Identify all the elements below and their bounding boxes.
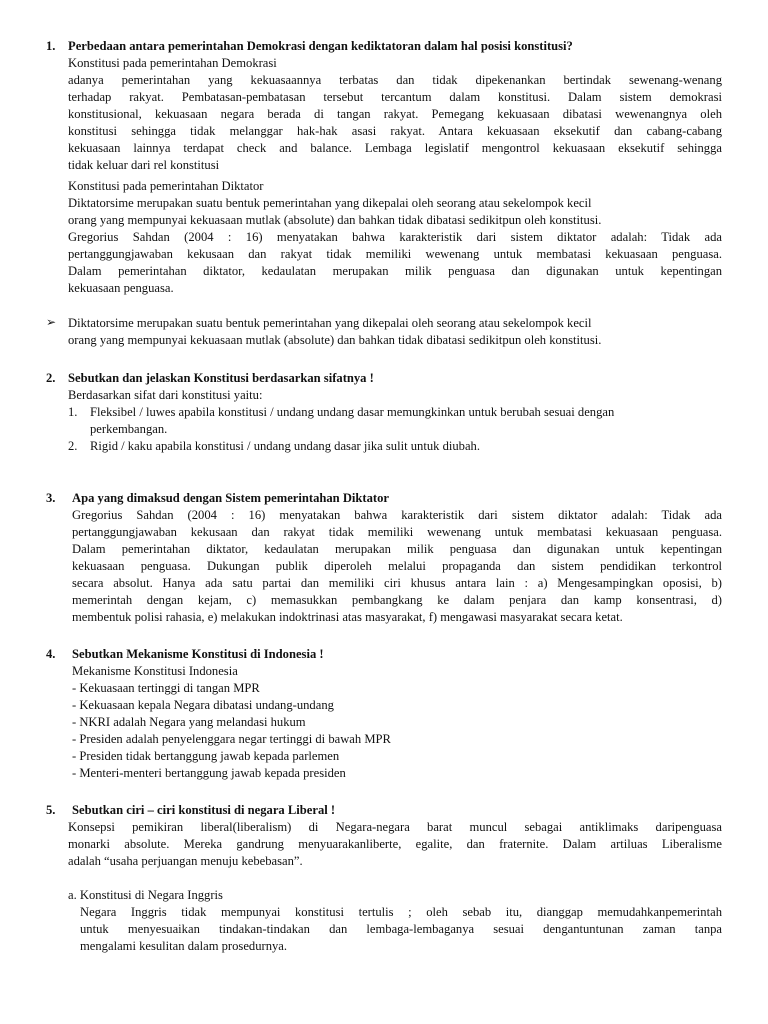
q4-list-item: - NKRI adalah Negara yang melandasi hukum — [72, 715, 306, 729]
q4-list-item: - Menteri-menteri bertanggung jawab kepada presiden — [72, 766, 346, 780]
q1-paragraph-line: adanya pemerintahan yang kekuasaannya terbatas dan tidak dipekenankan bertindak sewenang-wenang — [68, 73, 722, 87]
q5-paragraph-line: Konsepsi pemikiran liberal(liberalism) di Negara-negara barat muncul sebagai antiklimaks daripenguasa — [68, 820, 722, 834]
q5-a-paragraph-line: Negara Inggris tidak mempunyai konstitusi tertulis ; oleh sebab itu, dianggap memudahkanpemerintah — [80, 905, 722, 919]
q4-title: Sebutkan Mekanisme Konstitusi di Indonesia ! — [72, 647, 324, 661]
q3-paragraph-line: kekuasaan penguasa. Dukungan publik diperoleh melalui propaganda dan sistem pendidikan terkontrol — [72, 559, 722, 573]
q3-paragraph-line: Gregorius Sahdan (2004 : 16) menyatakan bahwa karakteristik dari sistem diktator adalah: Tidak ada — [72, 508, 722, 522]
q2-number: 2. — [46, 371, 56, 385]
q1-bullet-line: Diktatorsime merupakan suatu bentuk pemerintahan yang dikepalai oleh seorang atau sekelompok kecil — [68, 316, 592, 330]
q2-title: Sebutkan dan jelaskan Konstitusi berdasarkan sifatnya ! — [68, 371, 374, 385]
q2-intro: Berdasarkan sifat dari konstitusi yaitu: — [68, 388, 263, 402]
q2-item-line: Rigid / kaku apabila konstitusi / undang undang dasar jika sulit untuk diubah. — [90, 439, 481, 453]
q5-number: 5. — [46, 803, 56, 817]
q1-paragraph-line: Gregorius Sahdan (2004 : 16) menyatakan bahwa karakteristik dari sistem diktator adalah: Tidak ada — [68, 230, 722, 244]
q1-paragraph-line: pertanggungjawaban kekusaan dan rakyat tidak memiliki wewenang untuk membatasi kekuasaan penguasa. — [68, 247, 722, 261]
q1-paragraph-line: tidak keluar dari rel konstitusi — [68, 158, 220, 172]
q1-paragraph-line: Dalam pemerintahan diktator, kedaulatan merupakan milik penguasa dan digunakan untuk kepentingan — [68, 264, 722, 278]
q1-paragraph-line: konstitusi sehingga tidak melanggar hak-hak asasi rakyat. Antara kekuasaan eksekutif dan cabang-cabang — [68, 124, 722, 138]
q4-list-item: - Presiden adalah penyelenggara negar tertinggi di bawah MPR — [72, 732, 391, 746]
q5-a-paragraph-line: untuk menyesuaikan tindakan-tindakan dan lembaga-lembaganya sesuai dengantuntunan zaman tanpa — [80, 922, 722, 936]
q1-subheading-diktator: Konstitusi pada pemerintahan Diktator — [68, 179, 264, 193]
q4-list-item: - Kekuasaan tertinggi di tangan MPR — [72, 681, 260, 695]
q3-paragraph-line: secara absolut. Hanya ada satu partai dan memiliki ciri khusus antara lain : a) Mengesampingkan oposisi, b) — [72, 576, 722, 590]
q3-paragraph-line: pertanggungjawaban kekusaan dan rakyat tidak memiliki wewenang untuk membatasi kekuasaan penguasa. — [72, 525, 722, 539]
q3-number: 3. — [46, 491, 56, 505]
q4-list-item: - Kekuasaan kepala Negara dibatasi undang-undang — [72, 698, 334, 712]
q1-paragraph-line: kekuasaan lainnya terdapat check and balance. Lembaga legislatif mengontrol kekuasaan eksekutif sehingga — [68, 141, 722, 155]
q4-list-item: - Presiden tidak bertanggung jawab kepada parlemen — [72, 749, 340, 763]
q5-title: Sebutkan ciri – ciri konstitusi di negara Liberal ! — [72, 803, 336, 817]
q1-paragraph-line: orang yang mempunyai kekuasaan mutlak (absolute) dan bahkan tidak dibatasi sedikitpun oleh konstitusi. — [68, 213, 602, 227]
q4-number: 4. — [46, 647, 56, 661]
q3-paragraph-line: Dalam pemerintahan diktator, kedaulatan merupakan milik penguasa dan digunakan untuk kepentingan — [72, 542, 722, 556]
q3-title: Apa yang dimaksud dengan Sistem pemerintahan Diktator — [72, 491, 389, 505]
q1-subheading-demokrasi: Konstitusi pada pemerintahan Demokrasi — [68, 56, 277, 70]
q5-subheading-inggris: a. Konstitusi di Negara Inggris — [68, 888, 223, 902]
arrow-bullet-icon: ➢ — [46, 315, 57, 329]
q1-number: 1. — [46, 39, 56, 53]
q1-paragraph-line: terhadap rakyat. Pembatasan-pembatasan tersebut tercantum dalam konstitusi. Dalam sistem demokrasi — [68, 90, 722, 104]
q2-item-number: 1. — [68, 405, 78, 419]
q2-item-line: Fleksibel / luwes apabila konstitusi / undang undang dasar memungkinkan untuk berubah sesuai dengan — [90, 405, 615, 419]
q5-a-paragraph-line: mengalami kesulitan dalam prosedurnya. — [80, 939, 288, 953]
q5-paragraph-line: monarki absolute. Mereka gandrung menyuarakanliberte, egalite, dan fraternite. Dalam artiluas Liberalisme — [68, 837, 722, 851]
q1-paragraph-line: konstitusional, kekuasaan negara berada di tangan rakyat. Pemegang kekuasaan dibatasi wewenangnya oleh — [68, 107, 722, 121]
q5-paragraph-line: adalah “usaha perjuangan menuju kebebasan”. — [68, 854, 303, 868]
q1-title: Perbedaan antara pemerintahan Demokrasi dengan kediktatoran dalam hal posisi konstitusi? — [68, 39, 573, 53]
q1-paragraph-line: Diktatorsime merupakan suatu bentuk pemerintahan yang dikepalai oleh seorang atau sekelompok kecil — [68, 196, 592, 210]
q2-item-number: 2. — [68, 439, 78, 453]
q4-subheading: Mekanisme Konstitusi Indonesia — [72, 664, 238, 678]
q3-paragraph-line: membentuk polisi rahasia, e) melakukan indoktrinasi atas masyarakat, f) mengawasi masyarakat secara ketat. — [72, 610, 623, 624]
q1-paragraph-line: kekuasaan penguasa. — [68, 281, 174, 295]
q2-item-line: perkembangan. — [90, 422, 168, 436]
q3-paragraph-line: memerintah dengan kejam, c) memasukkan pembangkang ke dalam penjara dan kamp konsentrasi, d) — [72, 593, 722, 607]
q1-bullet-line: orang yang mempunyai kekuasaan mutlak (absolute) dan bahkan tidak dibatasi sedikitpun oleh konstitusi. — [68, 333, 602, 347]
